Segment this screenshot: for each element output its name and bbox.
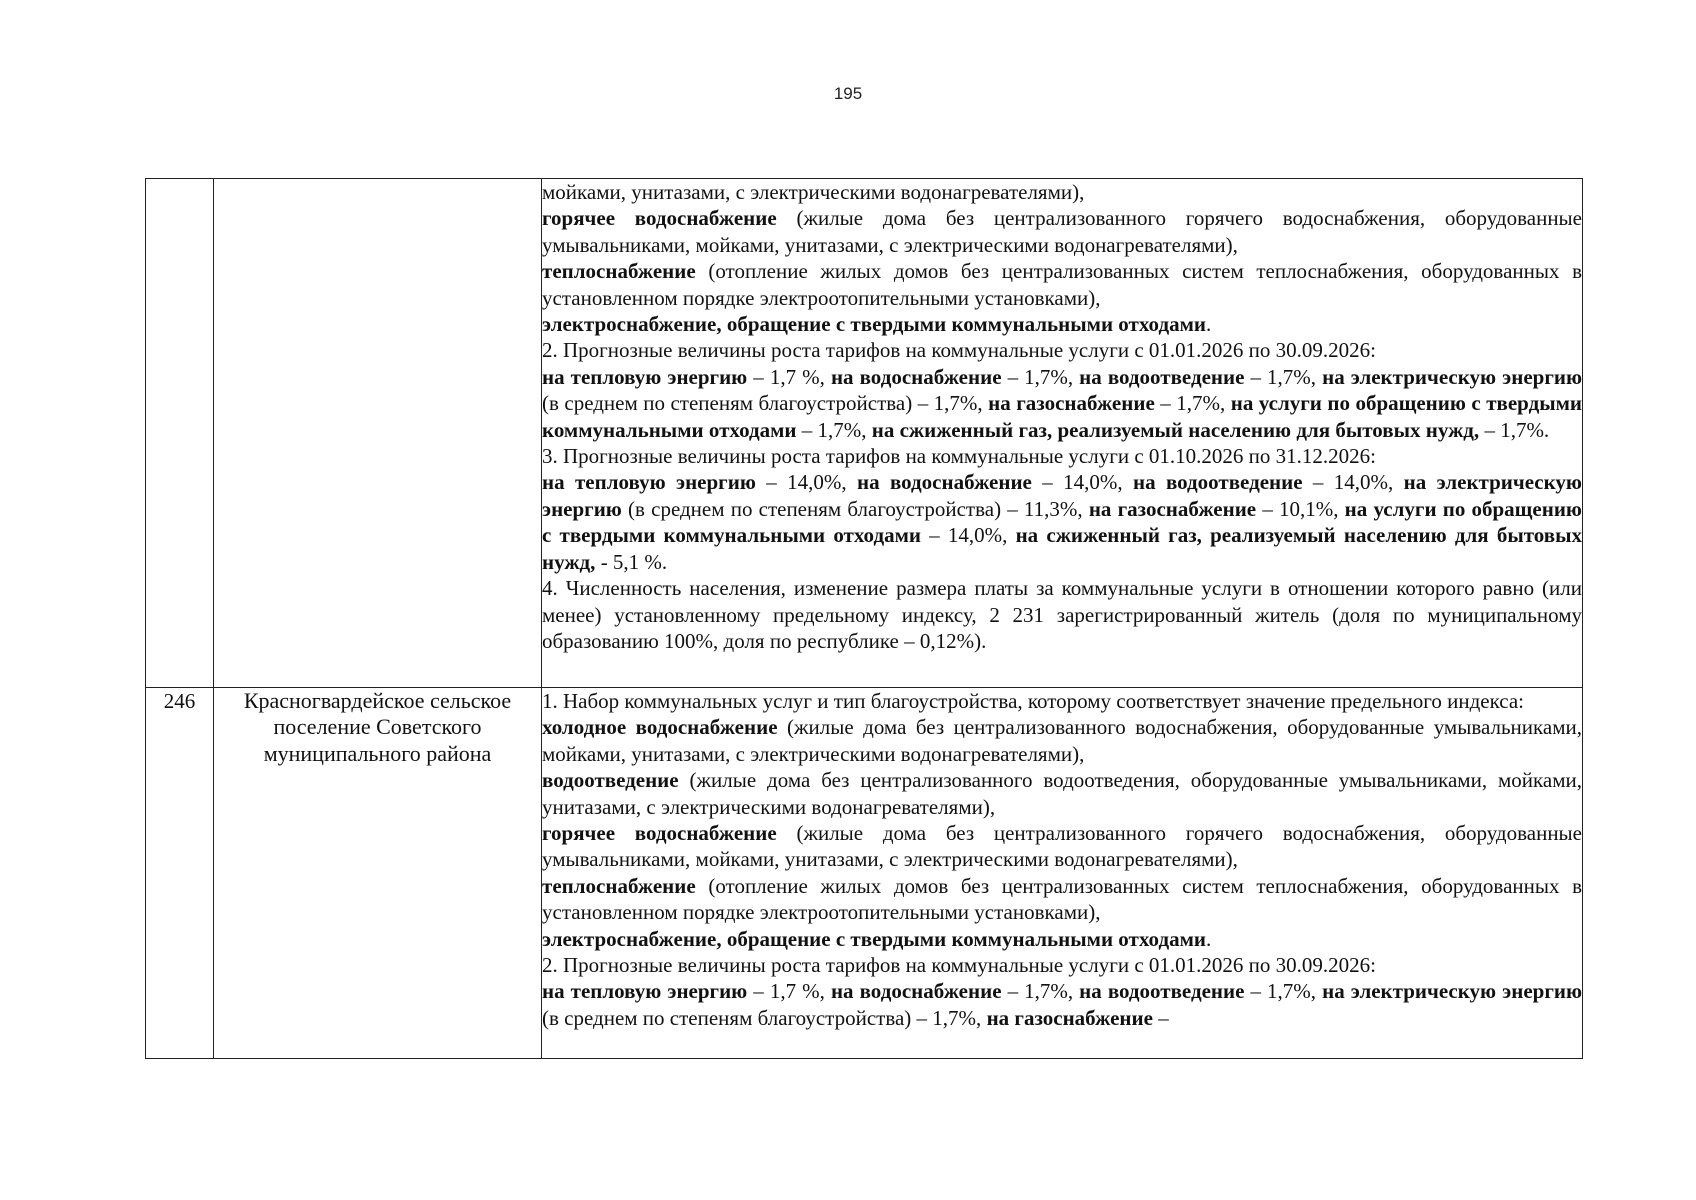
text-run: – 1,7%. <box>1479 417 1550 442</box>
bold-text-run: электроснабжение, обращение с твердыми коммунальными отходами <box>542 312 1206 337</box>
bold-text-run: теплоснабжение <box>542 259 696 284</box>
paragraph <box>542 311 1582 337</box>
bold-text-run: на водоотведение <box>1079 364 1245 389</box>
text-run: (жилые дома без централизованного горячего водоснабжения, оборудованные умывальниками, мойками, унитазами, с электрическими водонагревателями), <box>542 821 1582 872</box>
paragraph <box>542 714 1582 767</box>
text-run: (отопление жилых домов без централизованных систем теплоснабжения, оборудованных в установленном порядке электроотопительными установками), <box>542 873 1582 925</box>
text-run: – 1,7 %, <box>747 979 831 1004</box>
bold-text-run: горячее водоснабжение <box>542 821 777 846</box>
text-run: – 1,7%, <box>1244 364 1323 389</box>
paragraph-list <box>542 688 1582 1031</box>
bold-text-run: на электрическую энергию <box>1322 979 1582 1004</box>
text-run: – 14,0%, <box>755 470 857 495</box>
bold-text-run: на водоотведение <box>1079 979 1245 1004</box>
table-row <box>146 688 1583 1059</box>
text-run: – 14,0%, <box>920 523 1016 548</box>
text-run: – <box>1152 1005 1169 1030</box>
table-row <box>146 179 1583 688</box>
text-run: – 14,0%, <box>1031 470 1133 495</box>
paragraph <box>542 873 1582 926</box>
municipality-name-cell <box>214 179 542 688</box>
bold-text-run: на услуги по обращению с твердыми коммунальными отходами <box>542 391 1583 442</box>
text-run: 1. Набор коммунальных услуг и тип благоустройства, которому соответствует значение предельного индекса: <box>542 689 1524 713</box>
bold-text-run: на услуги по обращению с твердыми коммунальными отходами <box>542 496 1582 548</box>
bold-text-run: на газоснабжение <box>986 1005 1153 1030</box>
bold-text-run: на сжиженный газ, реализуемый населению для бытовых нужд, <box>871 417 1480 442</box>
text-run: – 1,7%, <box>1001 364 1080 389</box>
text-run: – 14,0%, <box>1302 470 1404 495</box>
paragraph <box>542 469 1582 575</box>
text-run: – 10,1%, <box>1256 496 1345 521</box>
text-run: . <box>1205 312 1212 337</box>
text-run: 3. Прогнозные величины роста тарифов на коммунальные услуги с 01.10.2026 по 31.12.2026: <box>542 444 1376 469</box>
bold-text-run: на водоснабжение <box>856 470 1032 495</box>
bold-text-run: на тепловую энергию <box>542 364 748 389</box>
paragraph <box>542 767 1582 820</box>
paragraph <box>542 205 1582 258</box>
paragraph <box>542 179 1582 205</box>
bold-text-run: на водоснабжение <box>830 364 1002 389</box>
text-run: - 5,1 %. <box>595 549 668 574</box>
text-run: (жилые дома без централизованного горячего водоснабжения, оборудованные умывальниками, мойками, унитазами, с электрическими водонагревателями), <box>542 206 1582 257</box>
text-run: 4. Численность населения, изменение размера платы за коммунальные услуги в отношении которого равно (или менее) установленному предельному индексу, 2 231 зарегистрированный житель (доля по муниципальному образованию 100%, доля по республике – 0,12%). <box>542 576 1582 653</box>
bold-text-run: на газоснабжение <box>1088 496 1257 521</box>
paragraph <box>542 575 1582 654</box>
bold-text-run: водоотведение <box>542 768 679 793</box>
paragraph <box>542 443 1582 469</box>
paragraph <box>542 952 1582 978</box>
municipality-name-cell: Красногвардейское сельское поселение Советского муниципального района <box>214 688 542 1059</box>
text-run: – 1,7%, <box>1154 391 1231 416</box>
bold-text-run: на водоотведение <box>1132 470 1303 495</box>
paragraph-list <box>542 179 1582 654</box>
text-run: – 1,7%, <box>1001 979 1080 1004</box>
bold-text-run: на тепловую энергию <box>542 979 748 1004</box>
text-run: – 1,7%, <box>1244 979 1323 1004</box>
text-run: мойками, унитазами, с электрическими водонагревателями), <box>542 180 1085 204</box>
text-run: – 1,7 %, <box>747 364 831 389</box>
paragraph <box>542 688 1582 714</box>
text-run: (отопление жилых домов без централизованных систем теплоснабжения, оборудованных в установленном порядке электроотопительными установками), <box>542 259 1582 310</box>
bold-text-run: холодное водоснабжение <box>542 715 778 740</box>
text-run: – 1,7%, <box>796 417 872 442</box>
text-run: (жилые дома без централизованного водоснабжения, оборудованные умывальниками, мойками, унитазами, с электрическими водонагревателями), <box>542 715 1582 766</box>
description-cell <box>542 179 1583 688</box>
text-run: . <box>1205 926 1212 951</box>
paragraph <box>542 364 1582 443</box>
paragraph <box>542 926 1582 952</box>
paragraph <box>542 978 1582 1031</box>
text-run: 2. Прогнозные величины роста тарифов на коммунальные услуги с 01.01.2026 по 30.09.2026: <box>542 338 1376 363</box>
description-cell <box>542 688 1583 1059</box>
text-run: 2. Прогнозные величины роста тарифов на коммунальные услуги с 01.01.2026 по 30.09.2026: <box>542 953 1376 978</box>
text-run: (в среднем по степеням благоустройства) – 1,7%, <box>542 1005 987 1030</box>
row-number-cell <box>146 179 214 688</box>
text-run: (в среднем по степеням благоустройства) – 11,3%, <box>621 496 1089 521</box>
bold-text-run: на тепловую энергию <box>542 470 756 495</box>
bold-text-run: теплоснабжение <box>542 873 696 898</box>
paragraph <box>542 258 1582 311</box>
text-run: (в среднем по степеням благоустройства) – 1,7%, <box>542 391 989 416</box>
paragraph <box>542 337 1582 363</box>
bold-text-run: на водоснабжение <box>830 979 1002 1004</box>
bold-text-run: горячее водоснабжение <box>542 206 777 231</box>
tariff-table <box>145 178 1583 1059</box>
row-number-cell: 246 <box>146 688 214 1059</box>
text-run: (жилые дома без централизованного водоотведения, оборудованные умывальниками, мойками, унитазами, с электрическими водонагревателями), <box>542 768 1582 819</box>
bold-text-run: на электрическую энергию <box>542 470 1582 521</box>
bold-text-run: на сжиженный газ, реализуемый населению для бытовых нужд, <box>542 523 1582 574</box>
bold-text-run: электроснабжение, обращение с твердыми коммунальными отходами <box>542 926 1206 951</box>
bold-text-run: на электрическую энергию <box>1322 364 1582 389</box>
paragraph <box>542 820 1582 873</box>
bold-text-run: на газоснабжение <box>988 391 1155 416</box>
page-number: 195 <box>833 84 863 103</box>
